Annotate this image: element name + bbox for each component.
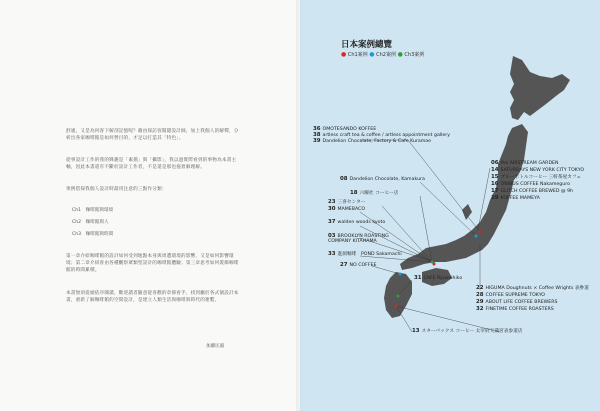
body-paragraph-1: 第一章介紹咖啡館的設計如何受到地點本身與周遭環境的影響，又是如何影響環境；第二章介紹客由各種觀察眾類型設計的咖啡館體驗；第三章思考如何裝飾咖啡館的時間累積。: [66, 254, 239, 274]
legend-label-ch1: Ch1案例: [347, 52, 368, 58]
map-label-28: 28 COFFEE SUPREME TOKYO: [476, 292, 545, 298]
map-label-39: 39 Dandelion Chocolate, Factory & Cafe Kuramae: [313, 138, 432, 144]
legend-dot-ch2-icon: ●: [369, 51, 375, 58]
legend-dot-ch1-icon: ●: [341, 51, 347, 58]
map-label-22: 22 HIGUMA Doughnuts × Coffee Wrights 表參道: [476, 285, 589, 291]
hokkaido-island: [510, 56, 570, 120]
map-label-32: 32 FINETIME COFFEE ROASTERS: [476, 306, 554, 312]
map-label-27: 27 NO COFFEE: [340, 262, 377, 268]
japan-map: [300, 0, 600, 411]
map-label-06: 06 the AIRSTREAM GARDEN: [491, 160, 559, 166]
map-label-16: 16 ONIBUS COFFEE Nakameguro: [491, 181, 570, 187]
map-label-30: 30 MAMEBACO: [328, 206, 366, 212]
map-label-19: 19 KOFFEE MAMEYA: [491, 195, 540, 201]
map-label-03: 03 BROOKLYN ROASTING COMPANY KITAHAMA: [328, 233, 389, 245]
body-paragraph-2: 本書無須從頭依序閱讀，歡迎讀者隨意從喜歡的章節看手，找到屬於各式個設計本書，重新了解咖啡館的空間設計，是建立人類生活與咖啡與時代的連繫。: [66, 291, 239, 304]
map-label-29: 29 ABOUT LIFE COFFEE BREWERS: [476, 299, 558, 305]
map-label-38: 38 artless craft tea & coffee / artless appointment gallery: [313, 132, 451, 138]
intro-paragraph-1: 舒適，又是為何客下解剖記憶呢？藉由探訪客開闊設計師，加上我個人的解釋，分析出各家咖啡館是如何營目的，才足以打造其「特色」。: [66, 129, 239, 142]
noto-peninsula: [462, 204, 472, 220]
map-label-13: 13 スターバックス コーヒー 太宰府天満宮表参道店: [412, 328, 523, 334]
map-label-33: 33 進洞咖啡 POND Sakamachi: [328, 251, 402, 257]
map-legend: [341, 51, 424, 58]
legend-label-ch3: Ch3案例: [404, 52, 425, 58]
map-label-18: 18 六曜社 コーヒー店: [350, 190, 399, 196]
author-signature: 加藤匡毅: [206, 344, 225, 349]
map-label-31: 31 CAFE Ryuseihiko: [414, 275, 463, 281]
map-label-15: 15 ブルーボトルコーヒー 三軒茶屋カフェ: [491, 174, 582, 180]
chapter-item-3: Ch3 咖啡館與時間: [72, 232, 114, 237]
map-label-23: 23 三喜センター: [328, 199, 366, 205]
legend-label-ch2: Ch2案例: [376, 52, 396, 58]
intro-paragraph-3: 果例借探我個人設計時最用注意的三點作分類：: [66, 187, 167, 192]
map-label-36: 36 OMOTESANDO KOFFEE: [313, 126, 377, 132]
legend-dot-ch3-icon: ●: [397, 51, 403, 58]
chapter-item-2: Ch2 咖啡館與人: [72, 220, 109, 225]
map-title: 日本案例總覽: [341, 40, 393, 50]
chapter-item-1: Ch1 咖啡館與環境: [72, 208, 114, 213]
map-label-08: 08 Dandelion Chocolate, Kamakura: [340, 176, 425, 182]
map-label-14: 14 SATURDAYS NEW YORK CITY TOKYO: [491, 167, 585, 173]
map-label-37: 37 walden woods kyoto: [328, 219, 386, 225]
map-label-17: 17 GLITCH COFFEE BREWED @ 9h: [491, 188, 574, 194]
intro-paragraph-2: 從事設計工作的我的興趣是「素描」與「攝影」，我以過實際看到的事物為本書主軸，因此本書還有不斷於設計工作者，不是還是那也拖着解理解。: [66, 158, 237, 171]
